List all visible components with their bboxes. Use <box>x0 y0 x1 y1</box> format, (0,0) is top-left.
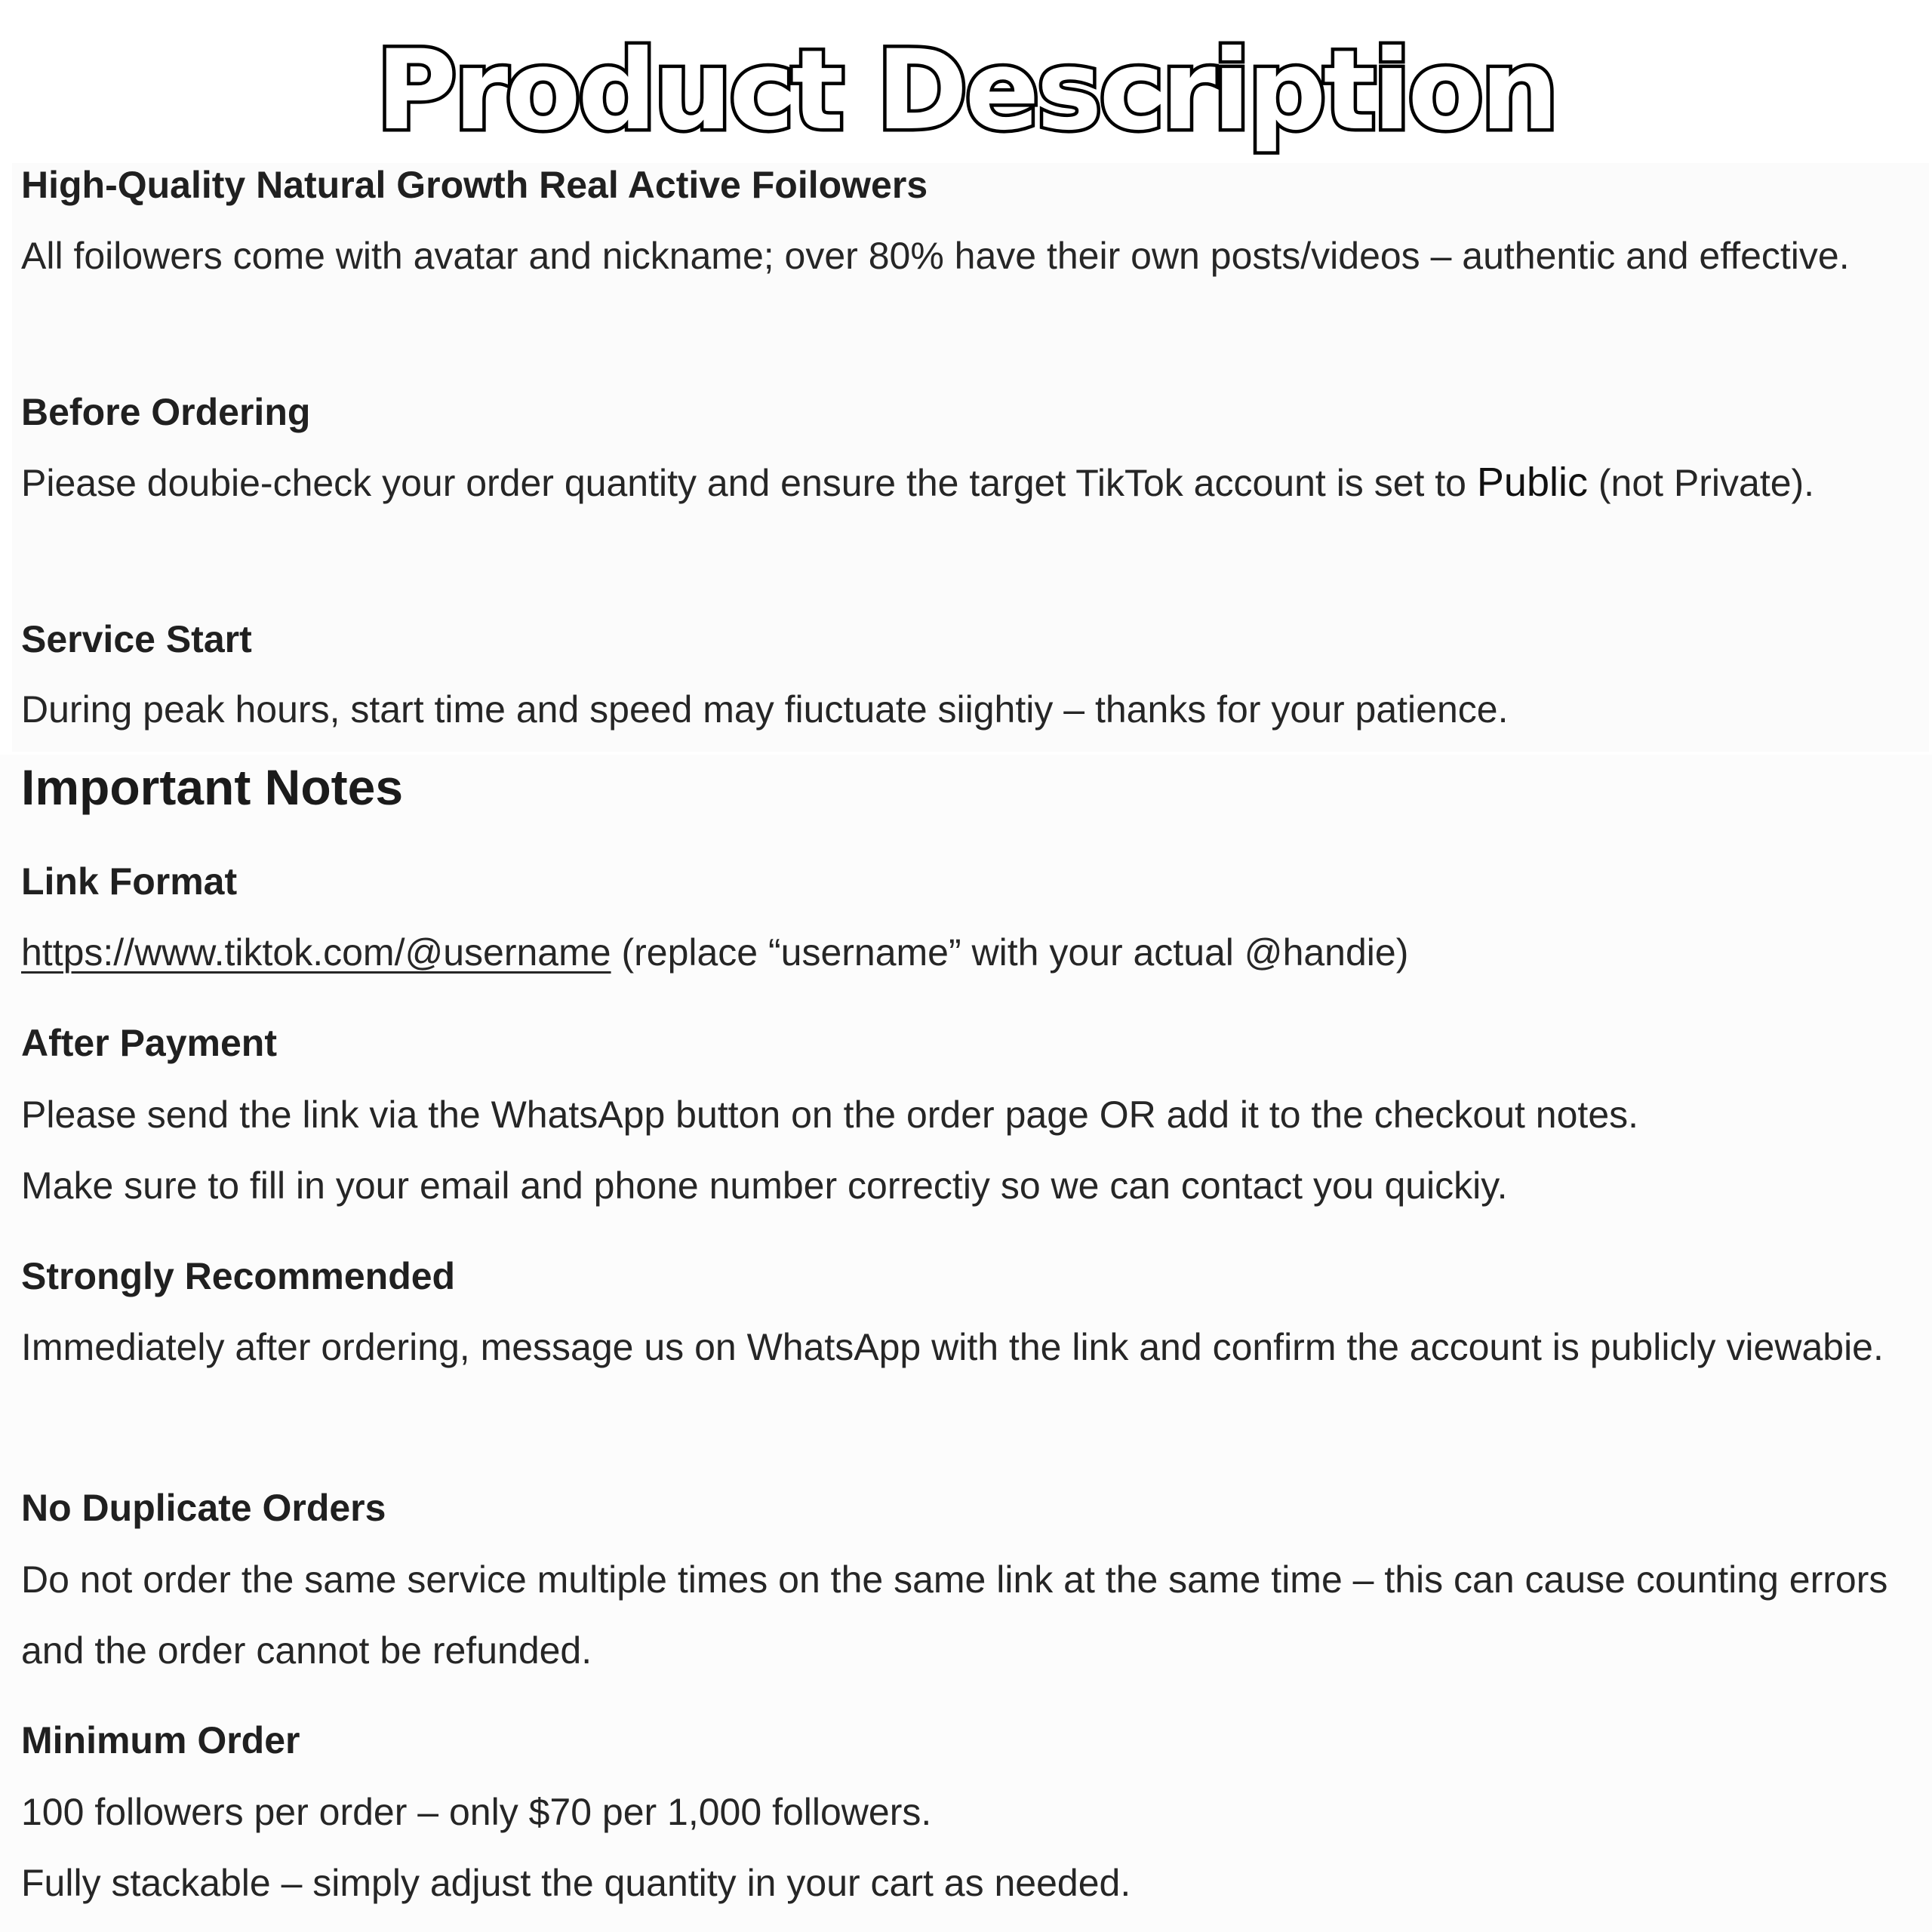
minimum-order-heading: Minimum Order <box>21 1719 300 1761</box>
after-payment-line-2: Make sure to fill in your email and phone number correctiy so we can contact you quickiy. <box>21 1164 1508 1207</box>
minimum-order-line-2: Fully stackable – simply adjust the quantity in your cart as needed. <box>21 1862 1131 1904</box>
service-start-text: During peak hours, start time and speed may fiuctuate siightiy – thanks for your patience. <box>21 688 1509 731</box>
service-start-heading: Service Start <box>21 618 252 660</box>
link-format-heading: Link Format <box>21 860 238 903</box>
intro-text: All foilowers come with avatar and nickname; over 80% have their own posts/videos – authentic and effective. <box>21 235 1850 277</box>
minimum-order-line-1: 100 followers per order – only $70 per 1,000 followers. <box>21 1791 932 1833</box>
link-format-text <box>21 917 1923 988</box>
link-format-note: (replace “username” with your actual @handie) <box>611 931 1409 974</box>
before-ordering-text <box>21 447 1923 518</box>
before-ordering-text-1: Piease doubie-check your order quantity and ensure the target TikTok account is set to <box>21 462 1477 504</box>
important-notes-title: Important Notes <box>21 759 404 815</box>
strongly-recommended-text: Immediately after ordering, message us on WhatsApp with the link and confirm the account is publicly viewabie. <box>21 1326 1884 1368</box>
strongly-recommended-heading: Strongly Recommended <box>21 1255 456 1297</box>
no-duplicate-orders-text: Do not order the same service multiple times on the same link at the same time – this can cause counting errors and the order cannot be refunded. <box>21 1558 1888 1672</box>
before-ordering-text-2: (not Private). <box>1587 462 1815 504</box>
example-profile-link[interactable]: https://www.tiktok.com/@username <box>21 931 611 974</box>
page-title: Product Description <box>376 26 1556 155</box>
after-payment-heading: After Payment <box>21 1022 277 1064</box>
after-payment-line-1: Please send the link via the WhatsApp button on the order page OR add it to the checkout notes. <box>21 1094 1639 1136</box>
before-ordering-heading: Before Ordering <box>21 391 311 433</box>
public-emphasis: Public <box>1476 460 1588 505</box>
intro-heading: High-Quality Natural Growth Real Active Foilowers <box>21 164 928 206</box>
no-duplicate-orders-heading: No Duplicate Orders <box>21 1487 386 1529</box>
